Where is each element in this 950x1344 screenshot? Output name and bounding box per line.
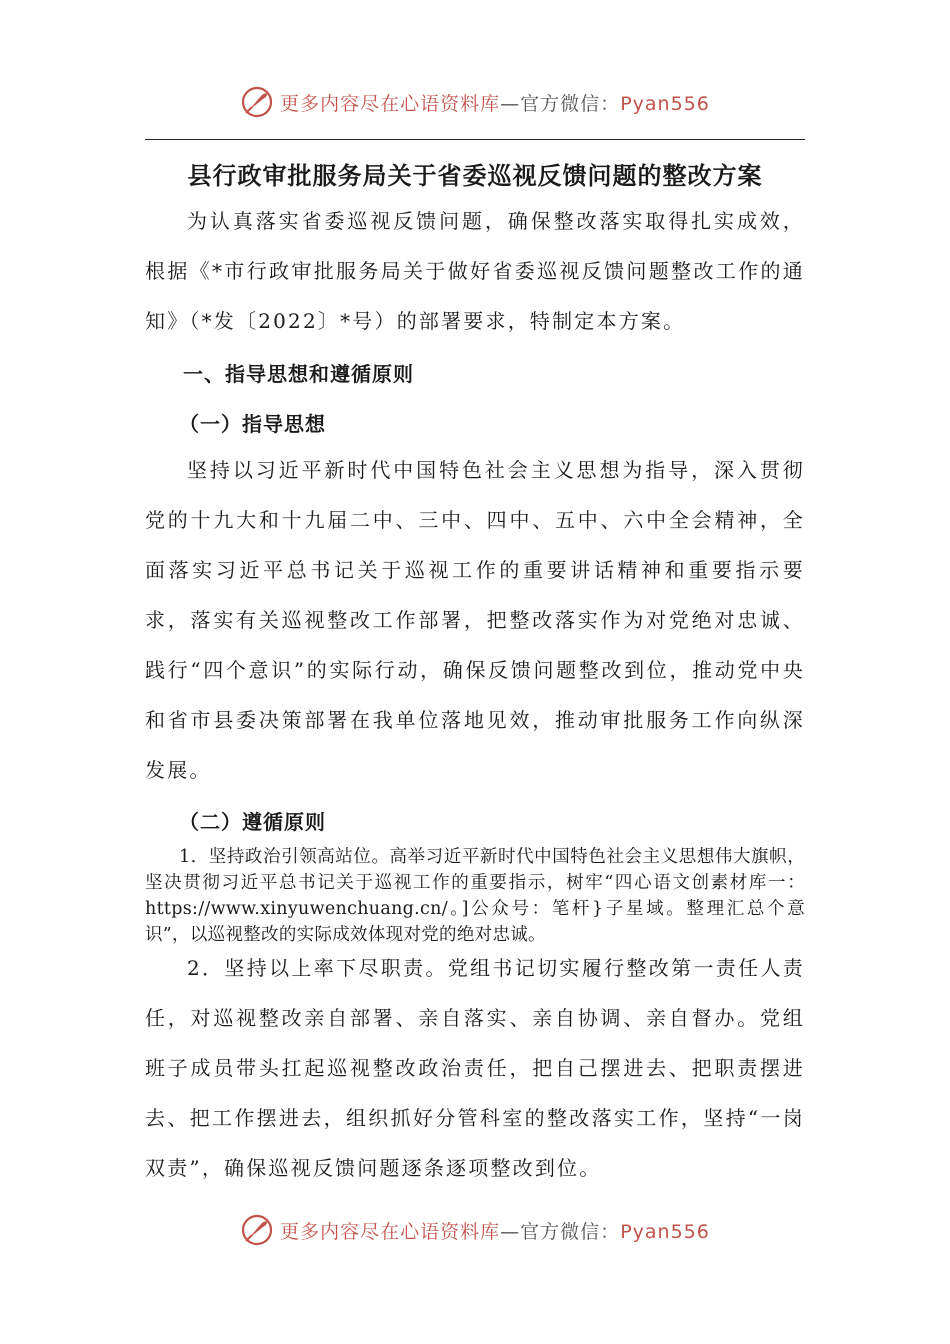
- banner-separator: —: [500, 92, 521, 115]
- document-title: 县行政审批服务局关于省委巡视反馈问题的整改方案: [187, 161, 763, 190]
- subsection-heading-principles: （二）遵循原则: [179, 810, 326, 834]
- banner-label: 官方微信：: [520, 92, 621, 115]
- banner-text: 更多内容尽在心语资料库: [280, 1220, 501, 1243]
- quill-logo-icon: [240, 85, 274, 119]
- principle-1-paragraph: 1．坚持政治引领高站位。高举习近平新时代中国特色社会主义思想伟大旗帜，坚决贯彻习近平总书记关于巡视工作的重要指示，树牢“四心语文创素材库一：https://www.xinyuwenchuang.cn/。]公众号：笔杆}子星域。整理汇总个意识”，以巡视整改的实际成效体现对党的绝对忠诚。: [145, 847, 805, 945]
- header-divider: [145, 139, 805, 140]
- footer-banner: [0, 1210, 950, 1250]
- subsection-heading-guiding: （一）指导思想: [179, 412, 326, 436]
- banner-wechat-id: Pyan556: [620, 92, 710, 115]
- section-heading: 一、指导思想和遵循原则: [183, 362, 414, 386]
- guiding-thought-paragraph: 坚持以习近平新时代中国特色社会主义思想为指导，深入贯彻党的十九大和十九届二中、三中、四中、五中、六中全会精神，全面落实习近平总书记关于巡视工作的重要讲话精神和重要指示要求，落实有关巡视整改工作部署，把整改落实作为对党绝对忠诚、践行“四个意识”的实际行动，确保反馈问题整改到位，推动党中央和省市县委决策部署在我单位落地见效，推动审批服务工作向纵深发展。: [145, 458, 805, 782]
- banner-separator: —: [500, 1220, 521, 1243]
- principle-2-paragraph: 2．坚持以上率下尽职责。党组书记切实履行整改第一责任人责任，对巡视整改亲自部署、亲自落实、亲自协调、亲自督办。党组班子成员带头扛起巡视整改政治责任，把自己摆进去、把职责摆进去、把工作摆进去，组织抓好分管科室的整改落实工作，坚持“一岗双责”，确保巡视反馈问题逐条逐项整改到位。: [145, 956, 805, 1180]
- header-banner: [0, 82, 950, 122]
- banner-wechat-id: Pyan556: [620, 1220, 710, 1243]
- quill-logo-icon: [240, 1213, 274, 1247]
- banner-text: 更多内容尽在心语资料库: [280, 92, 501, 115]
- intro-paragraph: 为认真落实省委巡视反馈问题，确保整改落实取得扎实成效，根据《*市行政审批服务局关于做好省委巡视反馈问题整改工作的通知》（*发〔2022〕*号）的部署要求，特制定本方案。: [145, 209, 805, 333]
- banner-label: 官方微信：: [520, 1220, 621, 1243]
